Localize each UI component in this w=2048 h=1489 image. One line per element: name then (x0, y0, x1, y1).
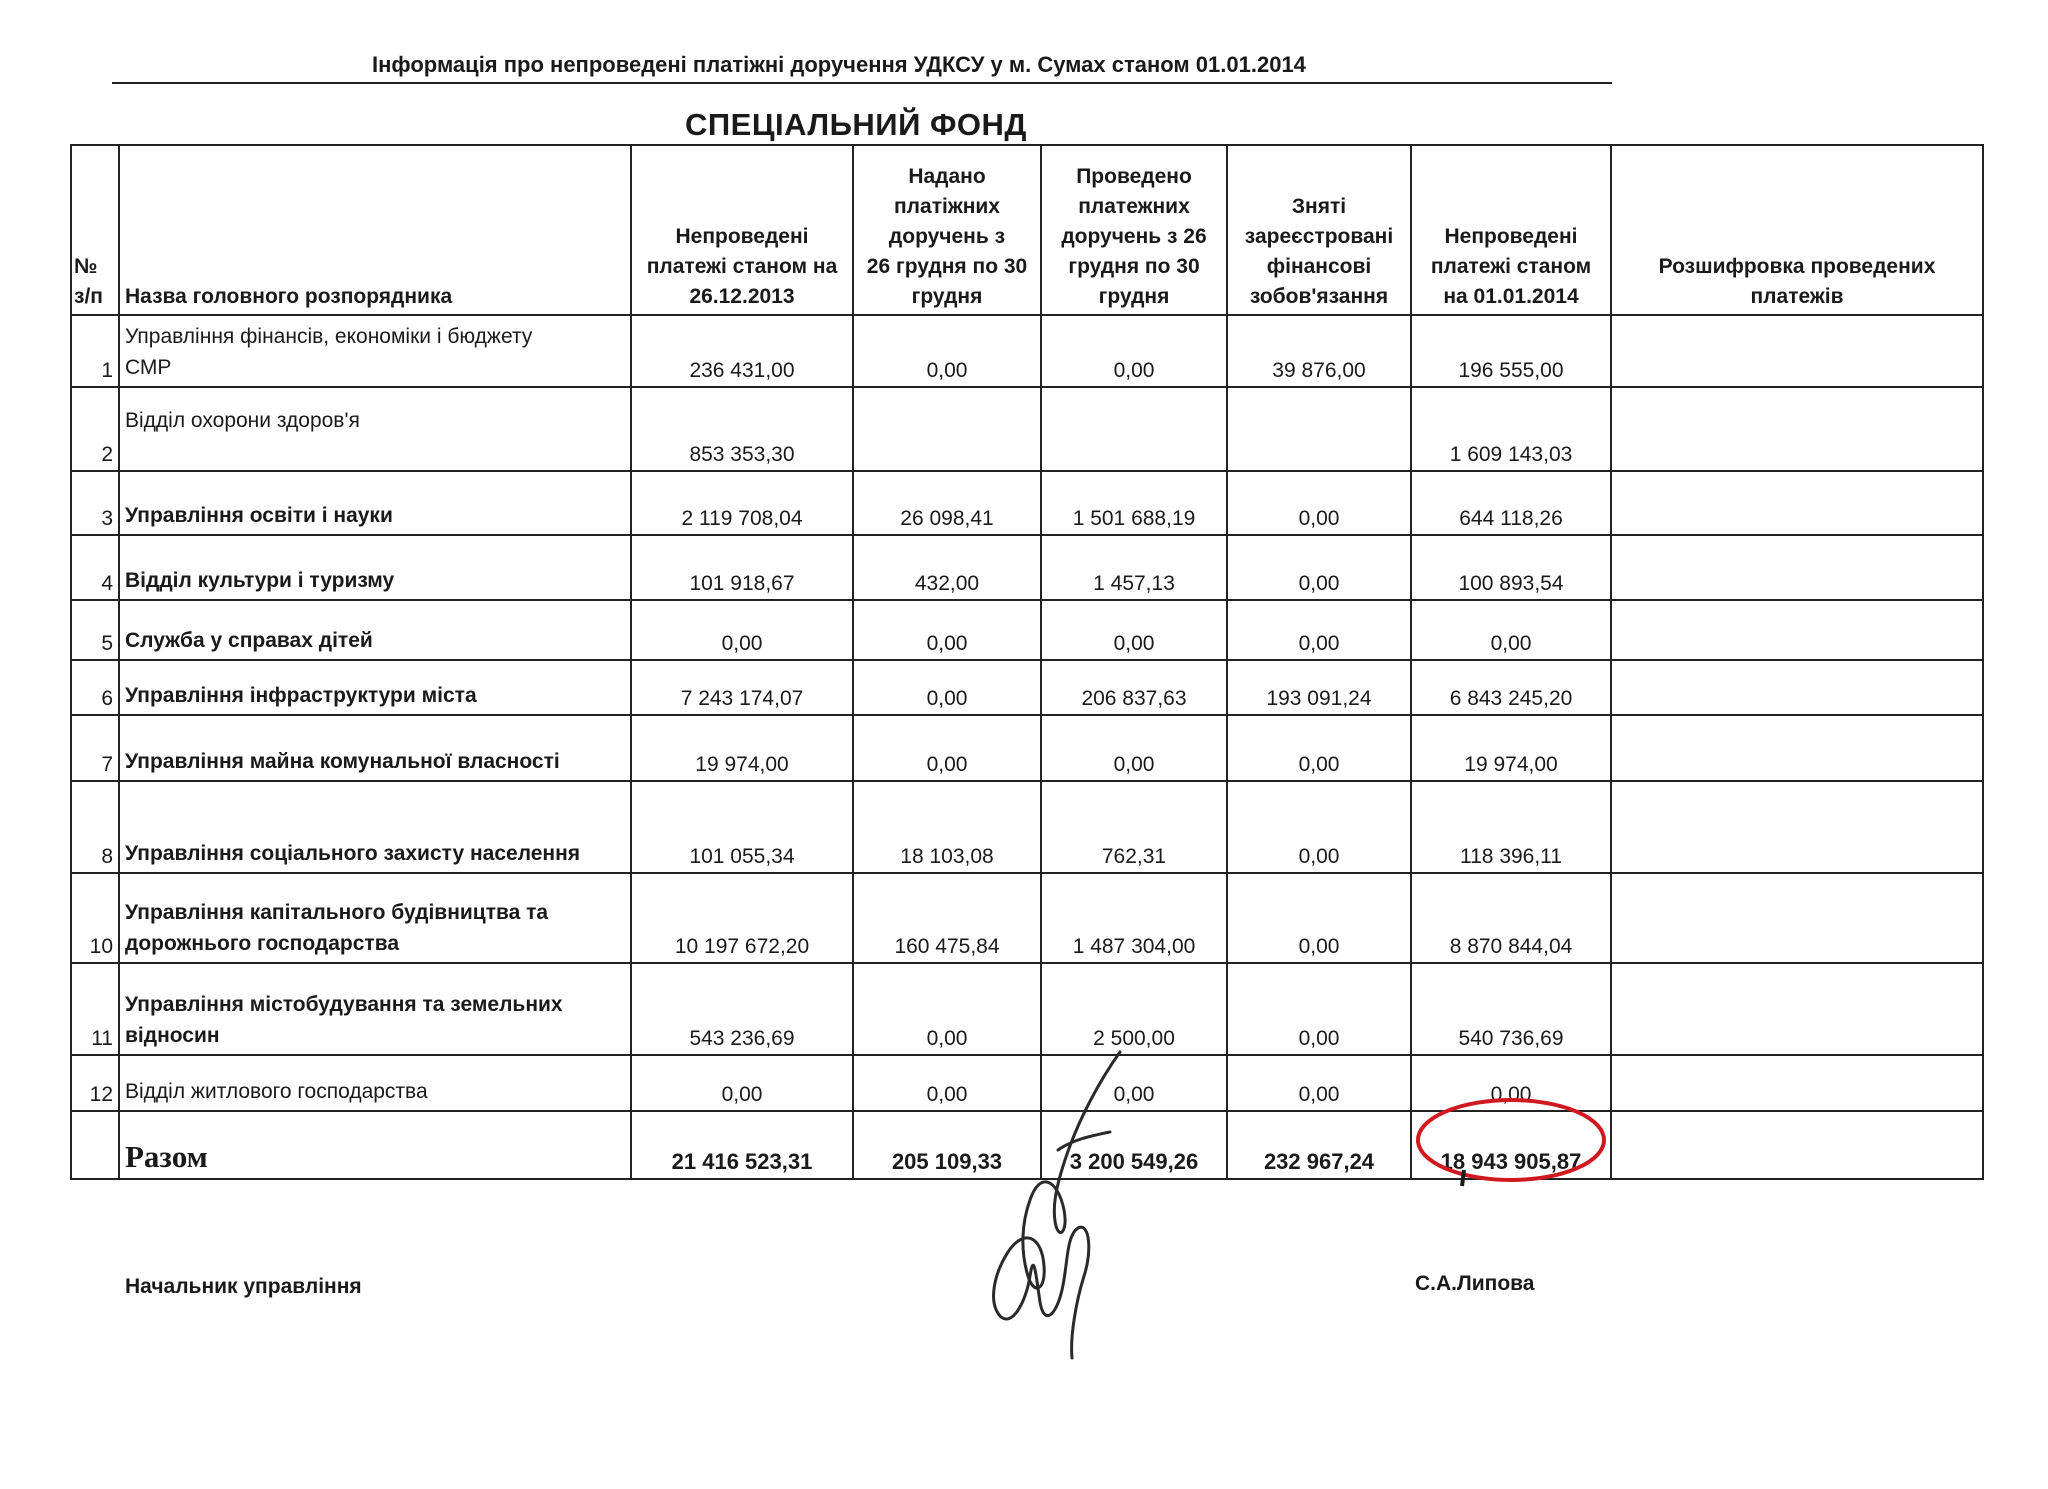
header-processed (1041, 145, 1227, 315)
row-name (119, 963, 631, 1055)
cell-submitted: 0,00 (853, 660, 1041, 715)
cell-submitted (853, 387, 1041, 471)
header-line: доручень з 26 (1061, 225, 1207, 248)
highlight-ellipse (1418, 1100, 1604, 1180)
cell-breakdown (1611, 600, 1983, 660)
cell-breakdown (1611, 715, 1983, 781)
row-number: 7 (71, 715, 119, 781)
cell-breakdown (1611, 387, 1983, 471)
cell-submitted: 0,00 (853, 963, 1041, 1055)
row-name (119, 873, 631, 963)
cell-withdrawn: 193 091,24 (1227, 660, 1411, 715)
row-name-line: СМР (125, 356, 172, 379)
cell-withdrawn: 0,00 (1227, 715, 1411, 781)
cell-unpaid-start: 236 431,00 (631, 315, 853, 387)
header-line: грудня по 30 (1068, 255, 1200, 278)
row-name-line: Управління капітального будівництва та (125, 901, 549, 924)
cell-unpaid-start: 101 055,34 (631, 781, 853, 873)
header-line: 26.12.2013 (689, 285, 795, 308)
cell-unpaid-end: 118 396,11 (1411, 781, 1611, 873)
row-number: 2 (71, 387, 119, 471)
table-row (71, 387, 1983, 471)
cell-processed: 0,00 (1041, 315, 1227, 387)
cell-unpaid-start: 101 918,67 (631, 535, 853, 600)
row-name (119, 660, 631, 715)
row-name-line: відносин (125, 1024, 220, 1047)
cell-withdrawn: 39 876,00 (1227, 315, 1411, 387)
highlight-circle-mark (1413, 1094, 1609, 1188)
title-underline (112, 82, 1612, 84)
cell-processed (1041, 387, 1227, 471)
cell-processed: 206 837,63 (1041, 660, 1227, 715)
highlight-tick (1462, 1170, 1464, 1186)
cell-unpaid-start: 2 119 708,04 (631, 471, 853, 535)
total-breakdown (1611, 1111, 1983, 1179)
total-unpaid-end: 18 943 905,87 (1411, 1111, 1611, 1179)
cell-breakdown (1611, 471, 1983, 535)
row-number: 12 (71, 1055, 119, 1111)
fund-title: СПЕЦІАЛЬНИЙ ФОНД (685, 107, 1028, 142)
cell-unpaid-end: 1 609 143,03 (1411, 387, 1611, 471)
cell-processed: 762,31 (1041, 781, 1227, 873)
table-row (71, 471, 1983, 535)
handwritten-signature (960, 1040, 1130, 1360)
row-name-line: Управління містобудування та земельних (125, 993, 563, 1016)
cell-withdrawn: 0,00 (1227, 963, 1411, 1055)
header-line: 26 грудня по 30 (866, 255, 1028, 278)
cell-submitted: 432,00 (853, 535, 1041, 600)
header-line: платежі станом на (646, 255, 838, 278)
cell-breakdown (1611, 315, 1983, 387)
cell-withdrawn: 0,00 (1227, 471, 1411, 535)
header-line: Надано (908, 165, 986, 188)
table-row (71, 873, 1983, 963)
row-name (119, 387, 631, 471)
cell-unpaid-end: 100 893,54 (1411, 535, 1611, 600)
total-label: Разом (119, 1111, 631, 1179)
table-row (71, 600, 1983, 660)
row-name-line: Управління фінансів, економіки і бюджету (125, 325, 533, 348)
header-number-line: з/п (74, 285, 103, 308)
cell-processed: 0,00 (1041, 600, 1227, 660)
cell-withdrawn: 0,00 (1227, 600, 1411, 660)
header-line: Проведено (1076, 165, 1192, 188)
row-name (119, 715, 631, 781)
cell-unpaid-start: 7 243 174,07 (631, 660, 853, 715)
table-row (71, 315, 1983, 387)
header-line: грудня (1098, 285, 1170, 308)
cell-unpaid-end: 8 870 844,04 (1411, 873, 1611, 963)
cell-unpaid-start: 853 353,30 (631, 387, 853, 471)
row-name (119, 781, 631, 873)
signature-stroke (994, 1052, 1120, 1358)
table-row (71, 660, 1983, 715)
row-name-line: дорожнього господарства (125, 932, 400, 955)
signature-role: Начальник управління (125, 1275, 362, 1298)
cell-processed: 1 457,13 (1041, 535, 1227, 600)
cell-breakdown (1611, 535, 1983, 600)
header-line: грудня (911, 285, 983, 308)
cell-submitted: 160 475,84 (853, 873, 1041, 963)
cell-processed: 0,00 (1041, 715, 1227, 781)
header-line: зареєстровані (1244, 225, 1394, 248)
row-number: 10 (71, 873, 119, 963)
total-processed: 3 200 549,26 (1041, 1111, 1227, 1179)
header-number (71, 145, 119, 315)
cell-unpaid-start: 0,00 (631, 1055, 853, 1111)
cell-withdrawn: 0,00 (1227, 535, 1411, 600)
header-submitted (853, 145, 1041, 315)
row-name (119, 315, 631, 387)
cell-submitted: 26 098,41 (853, 471, 1041, 535)
header-line: платежі станом (1430, 255, 1592, 278)
total-withdrawn: 232 967,24 (1227, 1111, 1411, 1179)
cell-submitted: 18 103,08 (853, 781, 1041, 873)
row-name-line: Управління освіти і науки (125, 504, 393, 527)
cell-submitted: 0,00 (853, 315, 1041, 387)
row-number: 8 (71, 781, 119, 873)
cell-withdrawn: 0,00 (1227, 1055, 1411, 1111)
header-unpaid-start (631, 145, 853, 315)
row-name (119, 600, 631, 660)
cell-unpaid-start: 0,00 (631, 600, 853, 660)
row-name-line: Відділ культури і туризму (125, 569, 395, 592)
cell-unpaid-start: 19 974,00 (631, 715, 853, 781)
cell-withdrawn (1227, 387, 1411, 471)
document-title: Інформація про непроведені платіжні доручення УДКСУ у м. Сумах станом 01.01.2014 (372, 52, 1306, 77)
cell-processed: 1 501 688,19 (1041, 471, 1227, 535)
row-number: 4 (71, 535, 119, 600)
row-name-line: Служба у справах дітей (125, 629, 373, 652)
header-line: Розшифровка проведених (1658, 255, 1936, 278)
header-name: Назва головного розпорядника (119, 145, 631, 315)
header-withdrawn (1227, 145, 1411, 315)
header-line: зобов'язання (1249, 285, 1389, 308)
header-line: платежних (1078, 195, 1190, 218)
cell-processed: 2 500,00 (1041, 963, 1227, 1055)
header-breakdown (1611, 145, 1983, 315)
cell-processed: 1 487 304,00 (1041, 873, 1227, 963)
cell-breakdown (1611, 781, 1983, 873)
row-name (119, 1055, 631, 1111)
row-name-line: Відділ житлового господарства (125, 1080, 428, 1103)
header-number-line: № (74, 255, 98, 278)
table-row (71, 781, 1983, 873)
header-line: Непроведені (1444, 225, 1578, 248)
row-number: 1 (71, 315, 119, 387)
header-row (71, 145, 1983, 315)
row-name-line: Управління соціального захисту населення (125, 842, 581, 865)
cell-submitted: 0,00 (853, 1055, 1041, 1111)
cell-unpaid-end: 540 736,69 (1411, 963, 1611, 1055)
row-name-line: Управління майна комунальної власності (125, 750, 560, 773)
cell-breakdown (1611, 660, 1983, 715)
row-name-line (125, 436, 625, 467)
row-number: 5 (71, 600, 119, 660)
table-row (71, 715, 1983, 781)
cell-breakdown (1611, 873, 1983, 963)
row-name-line: Відділ охорони здоров'я (125, 409, 360, 432)
header-line: доручень з (888, 225, 1006, 248)
payments-table (70, 144, 1984, 1180)
signer-name: С.А.Липова (1415, 1272, 1535, 1295)
row-name-line: Управління інфраструктури міста (125, 684, 477, 707)
cell-breakdown (1611, 1055, 1983, 1111)
header-line: фінансові (1266, 255, 1372, 278)
row-number: 6 (71, 660, 119, 715)
total-unpaid-start: 21 416 523,31 (631, 1111, 853, 1179)
cell-unpaid-end: 6 843 245,20 (1411, 660, 1611, 715)
row-name (119, 471, 631, 535)
header-line: Непроведені (675, 225, 809, 248)
row-number: 3 (71, 471, 119, 535)
cell-unpaid-end: 0,00 (1411, 1055, 1611, 1111)
cell-processed: 0,00 (1041, 1055, 1227, 1111)
total-submitted: 205 109,33 (853, 1111, 1041, 1179)
cell-breakdown (1611, 963, 1983, 1055)
row-name (119, 535, 631, 600)
cell-unpaid-start: 10 197 672,20 (631, 873, 853, 963)
header-line: на 01.01.2014 (1443, 285, 1579, 308)
table-row (71, 535, 1983, 600)
cell-unpaid-end: 196 555,00 (1411, 315, 1611, 387)
cell-submitted: 0,00 (853, 600, 1041, 660)
total-number-cell (71, 1111, 119, 1179)
cell-withdrawn: 0,00 (1227, 873, 1411, 963)
row-number: 11 (71, 963, 119, 1055)
cell-unpaid-end: 19 974,00 (1411, 715, 1611, 781)
header-line: Зняті (1291, 195, 1347, 218)
header-line: платежів (1750, 285, 1844, 308)
cell-unpaid-end: 0,00 (1411, 600, 1611, 660)
header-unpaid-end (1411, 145, 1611, 315)
cell-unpaid-start: 543 236,69 (631, 963, 853, 1055)
cell-unpaid-end: 644 118,26 (1411, 471, 1611, 535)
cell-withdrawn: 0,00 (1227, 781, 1411, 873)
header-line: платіжних (894, 195, 1000, 218)
cell-submitted: 0,00 (853, 715, 1041, 781)
